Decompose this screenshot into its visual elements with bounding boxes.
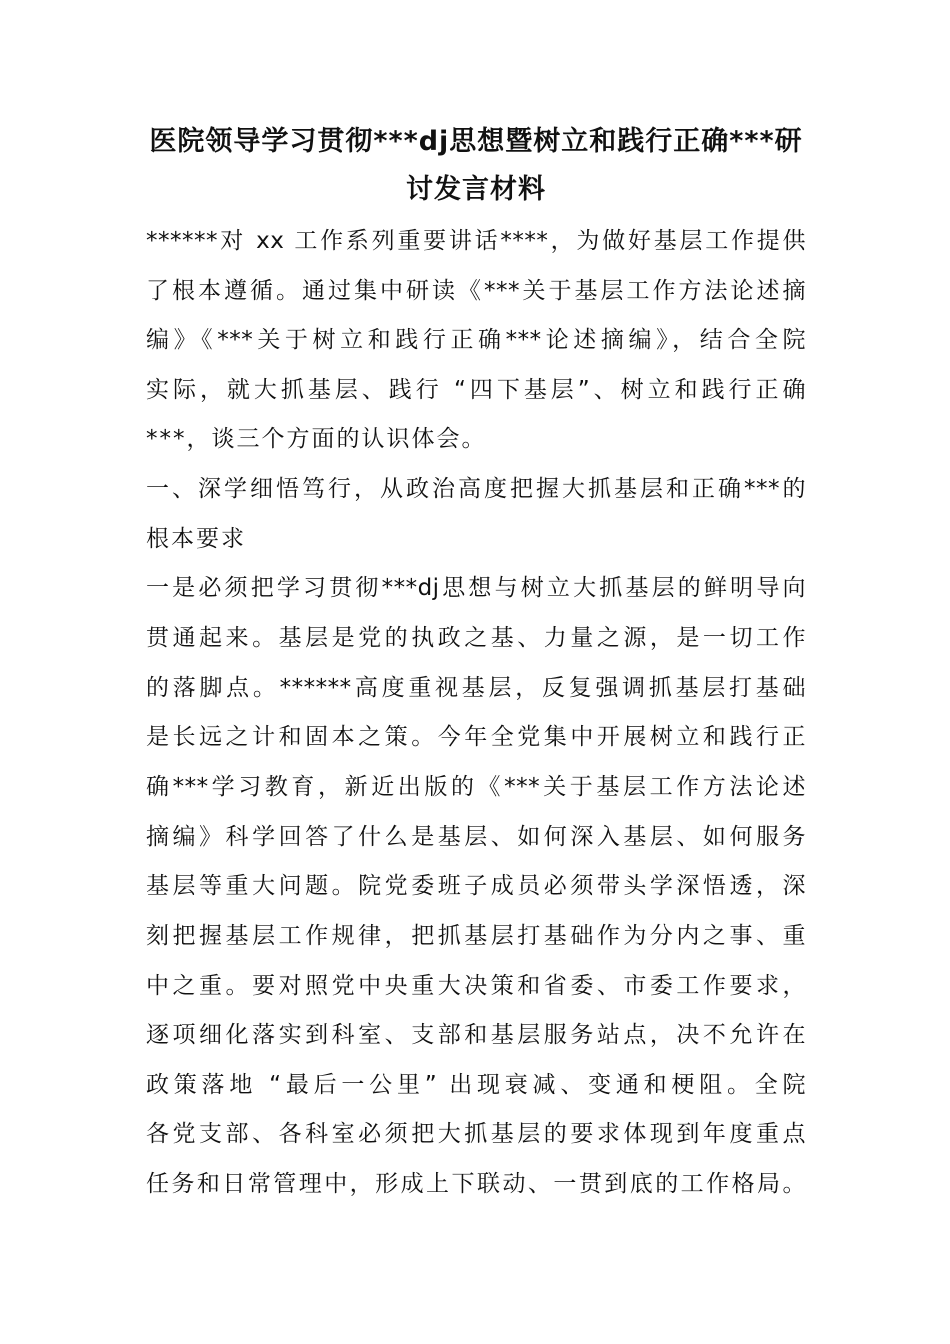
body-line-14: 基层等重大问题。院党委班子成员必须带头学深悟透，深 bbox=[146, 873, 806, 899]
body-line-16: 中之重。要对照党中央重大决策和省委、市委工作要求， bbox=[146, 973, 806, 999]
document-title-line-2: 讨发言材料 bbox=[406, 174, 546, 205]
body-line-20: 任务和日常管理中，形成上下联动、一贯到底的工作格局。 bbox=[146, 1171, 806, 1197]
body-line-5: ***，谈三个方面的认识体会。 bbox=[146, 426, 487, 452]
body-line-10: 的落脚点。******高度重视基层，反复强调抓基层打基础 bbox=[146, 675, 806, 701]
body-line-17: 逐项细化落实到科室、支部和基层服务站点，决不允许在 bbox=[146, 1022, 806, 1048]
body-line-3: 编》《***关于树立和践行正确***论述摘编》，结合全院 bbox=[146, 327, 806, 353]
section-heading-1-line-1: 一、深学细悟笃行，从政治高度把握大抓基层和正确***的 bbox=[146, 476, 806, 502]
body-line-9: 贯通起来。基层是党的执政之基、力量之源，是一切工作 bbox=[146, 625, 806, 651]
body-line-4: 实际，就大抓基层、践行 “四下基层”、树立和践行正确 bbox=[146, 377, 806, 403]
body-line-2: 了根本遵循。通过集中研读《***关于基层工作方法论述摘 bbox=[146, 278, 806, 304]
document-title-line-1: 医院领导学习贯彻***dj思想暨树立和践行正确***研 bbox=[149, 126, 803, 157]
body-line-15: 刻把握基层工作规律，把抓基层打基础作为分内之事、重 bbox=[146, 923, 806, 949]
body-line-11: 是长远之计和固本之策。今年全党集中开展树立和践行正 bbox=[146, 724, 806, 750]
body-line-8: 一是必须把学习贯彻***dj思想与树立大抓基层的鲜明导向 bbox=[146, 575, 806, 601]
body-line-1: ******对 xx 工作系列重要讲话****，为做好基层工作提供 bbox=[146, 228, 806, 254]
body-line-18: 政策落地 “最后一公里” 出现衰减、变通和梗阻。全院 bbox=[146, 1072, 806, 1098]
body-line-12: 确***学习教育，新近出版的《***关于基层工作方法论述 bbox=[146, 774, 806, 800]
body-line-13: 摘编》科学回答了什么是基层、如何深入基层、如何服务 bbox=[146, 824, 806, 850]
section-heading-1-line-2: 根本要求 bbox=[146, 526, 246, 552]
body-line-19: 各党支部、各科室必须把大抓基层的要求体现到年度重点 bbox=[146, 1121, 806, 1147]
